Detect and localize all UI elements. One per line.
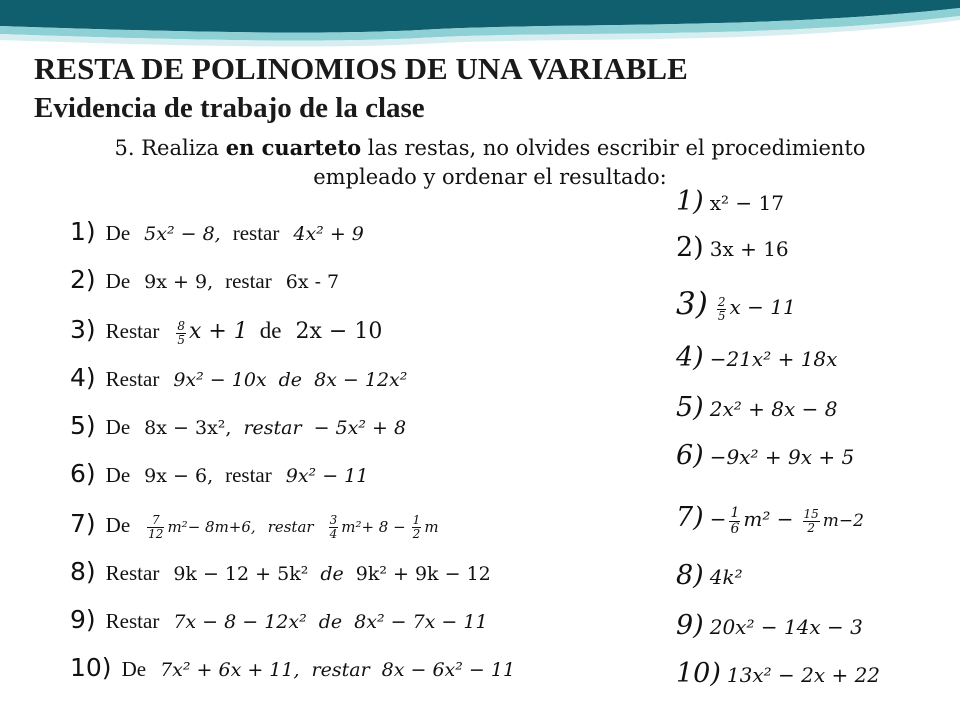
exercise-item: 10) De 7x² + 6x + 11, restar 8x − 6x² − 11 xyxy=(70,653,516,682)
answer-item: 9) 20x² − 14x − 3 xyxy=(676,610,863,641)
answer-item: 7) − $\frac{1}{6}$ m² − $\frac{15}{2}$ m−2 xyxy=(676,502,864,537)
page-subtitle: Evidencia de trabajo de la clase xyxy=(34,92,425,124)
exercise-item: 2) De 9x + 9, restar 6x - 7 xyxy=(70,265,340,294)
exercise-item: 7) De $\frac{7}{12}$ m²− 8m+6, restar $\frac{3}{4}$ m²+ 8 − $\frac{1}{2}$ m xyxy=(70,509,439,541)
answer-item: 5) 2x² + 8x − 8 xyxy=(676,392,838,423)
exercise-item: 8) Restar 9k − 12 + 5k² de 9k² + 9k − 12 xyxy=(70,557,491,586)
exercise-item: 6) De 9x − 6, restar 9x² − 11 xyxy=(70,459,369,488)
answer-item: 8) 4k² xyxy=(676,560,743,591)
answer-item: 2) 3x + 16 xyxy=(676,232,789,263)
exercise-item: 5) De 8x − 3x², restar − 5x² + 8 xyxy=(70,411,407,440)
answer-item: 10) 13x² − 2x + 22 xyxy=(676,658,881,689)
page-title: RESTA DE POLINOMIOS DE UNA VARIABLE xyxy=(34,51,688,86)
answer-item: 3) $\frac{2}{5}$ x − 11 xyxy=(676,286,796,323)
answer-item: 6) −9x² + 9x + 5 xyxy=(676,440,855,471)
exercise-item: 1) De 5x² − 8, restar 4x² + 9 xyxy=(70,217,364,246)
exercise-item: 3) Restar $\frac{8}{5}$ x + 1 de 2x − 10 xyxy=(70,315,383,347)
answer-item: 1) x² − 17 xyxy=(676,186,784,217)
exercise-item: 9) Restar 7x − 8 − 12x² de 8x² − 7x − 11 xyxy=(70,605,488,634)
instruction-text: 5. Realiza en cuarteto las restas, no olvides escribir el procedimiento empleado y ordenar el resultado: xyxy=(114,135,866,189)
exercise-item: 4) Restar 9x² − 10x de 8x − 12x² xyxy=(70,363,408,392)
answer-item: 4) −21x² + 18x xyxy=(676,342,838,373)
